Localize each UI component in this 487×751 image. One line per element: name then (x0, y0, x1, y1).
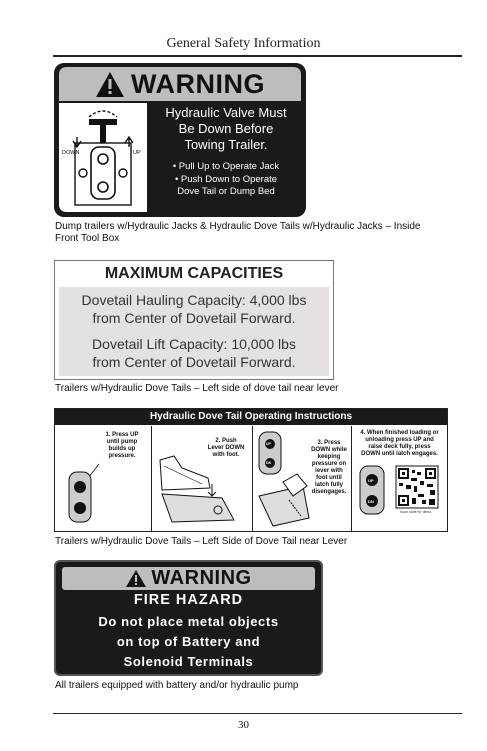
warning-band (59, 67, 301, 101)
up-label: UP (368, 478, 374, 483)
step-text-line: DOWN until latch engages. (361, 451, 438, 457)
control-pad-and-qr-icon (352, 426, 447, 531)
caption-1 (55, 221, 421, 245)
step-text-line: latch fully (314, 482, 343, 488)
hydraulic-valve-warning-sign (54, 63, 306, 217)
step-text-line: disengages. (311, 489, 347, 495)
step-text-line: 2. Push (215, 438, 237, 444)
caption-2: Trailers w/Hydraulic Dove Tails – Left side of dove tail near lever (55, 383, 339, 394)
down-label: DN (266, 461, 272, 465)
caption-line: Front Tool Box (55, 233, 120, 244)
capacities-title: MAXIMUM CAPACITIES (104, 265, 284, 282)
down-label: DN (368, 499, 374, 504)
headline-line: Be Down Before (178, 121, 274, 136)
valve-drawing (59, 103, 147, 212)
step-text-line: pressure on (311, 461, 347, 467)
control-pad-icon (55, 426, 151, 531)
fire-hazard-warning-sign (54, 560, 323, 676)
fire-hazard-heading: FIRE HAZARD (133, 592, 244, 608)
step-text-line: builds up (108, 446, 136, 452)
header-rule (53, 55, 462, 57)
caption-3: Trailers w/Hydraulic Dove Tails – Left Side of Dove Tail near Lever (55, 536, 348, 547)
fire-hazard-line: on top of Battery and (116, 634, 261, 649)
caption-line: Dump trailers w/Hydraulic Jacks & Hydraulic Dove Tails w/Hydraulic Jacks – Inside (55, 221, 421, 232)
page-header-title: General Safety Information (166, 36, 321, 51)
step-1-panel (55, 426, 152, 531)
step-text-line: Lever DOWN (207, 445, 245, 451)
step-text-line: foot until (316, 475, 342, 481)
bullet-line: Dove Tail or Dump Bed (177, 186, 275, 197)
step-text-line: 3. Press (317, 440, 341, 446)
hauling-capacity-note: from Center of Dovetail Forward. (92, 310, 296, 326)
lift-capacity-note: from Center of Dovetail Forward. (92, 354, 296, 370)
valve-illustration (59, 103, 147, 212)
warning-triangle-icon (125, 569, 147, 588)
maximum-capacities-sign (54, 260, 334, 380)
step-text-line: unloading press UP and (365, 437, 434, 443)
warning-triangle-icon (95, 71, 125, 98)
step-text-line: until pump (106, 439, 138, 445)
up-label: UP (133, 150, 141, 156)
warning-word: WARNING (151, 567, 252, 589)
fire-hazard-line: Solenoid Terminals (123, 654, 254, 669)
headline-line: Towing Trailer. (184, 137, 268, 152)
caption-4: All trailers equipped with battery and/or hydraulic pump (55, 680, 299, 691)
qr-note: Scan code for demo (400, 510, 432, 514)
bullet-line: • Pull Up to Operate Jack (172, 161, 280, 172)
valve-message (150, 105, 302, 199)
warning-word: WARNING (131, 68, 265, 99)
warning-band (62, 567, 315, 590)
step-text-line: keeping (317, 454, 341, 460)
page-number: 30 (238, 719, 249, 731)
dove-tail-instructions-sign (54, 408, 448, 532)
hauling-capacity: Dovetail Hauling Capacity: 4,000 lbs (81, 292, 307, 308)
capacities-body (59, 287, 329, 376)
step-text-line: 4. When finished loading or (360, 430, 439, 436)
step-text-line: raise deck fully, press (368, 444, 431, 450)
instructions-title: Hydraulic Dove Tail Operating Instructions (55, 409, 447, 425)
qr-code-icon (396, 466, 438, 508)
down-label: DOWN (62, 150, 80, 156)
step-3-panel (253, 426, 352, 531)
up-label: UP (266, 442, 271, 446)
step-text-line: DOWN while (311, 447, 347, 453)
step-text-line: lever with (315, 468, 343, 474)
lift-capacity: Dovetail Lift Capacity: 10,000 lbs (92, 336, 296, 352)
foot-on-lever-icon (152, 426, 252, 531)
step-2-panel (152, 426, 253, 531)
step-text-line: with foot. (212, 452, 240, 458)
headline-line: Hydraulic Valve Must (165, 105, 287, 120)
fire-hazard-line: Do not place metal objects (98, 614, 279, 629)
bullet-line: • Push Down to Operate (174, 173, 278, 185)
step-text-line: 1. Press UP (105, 432, 139, 438)
footer-rule (53, 713, 462, 714)
step-4-panel (352, 426, 447, 531)
step-text-line: pressure. (108, 453, 136, 459)
